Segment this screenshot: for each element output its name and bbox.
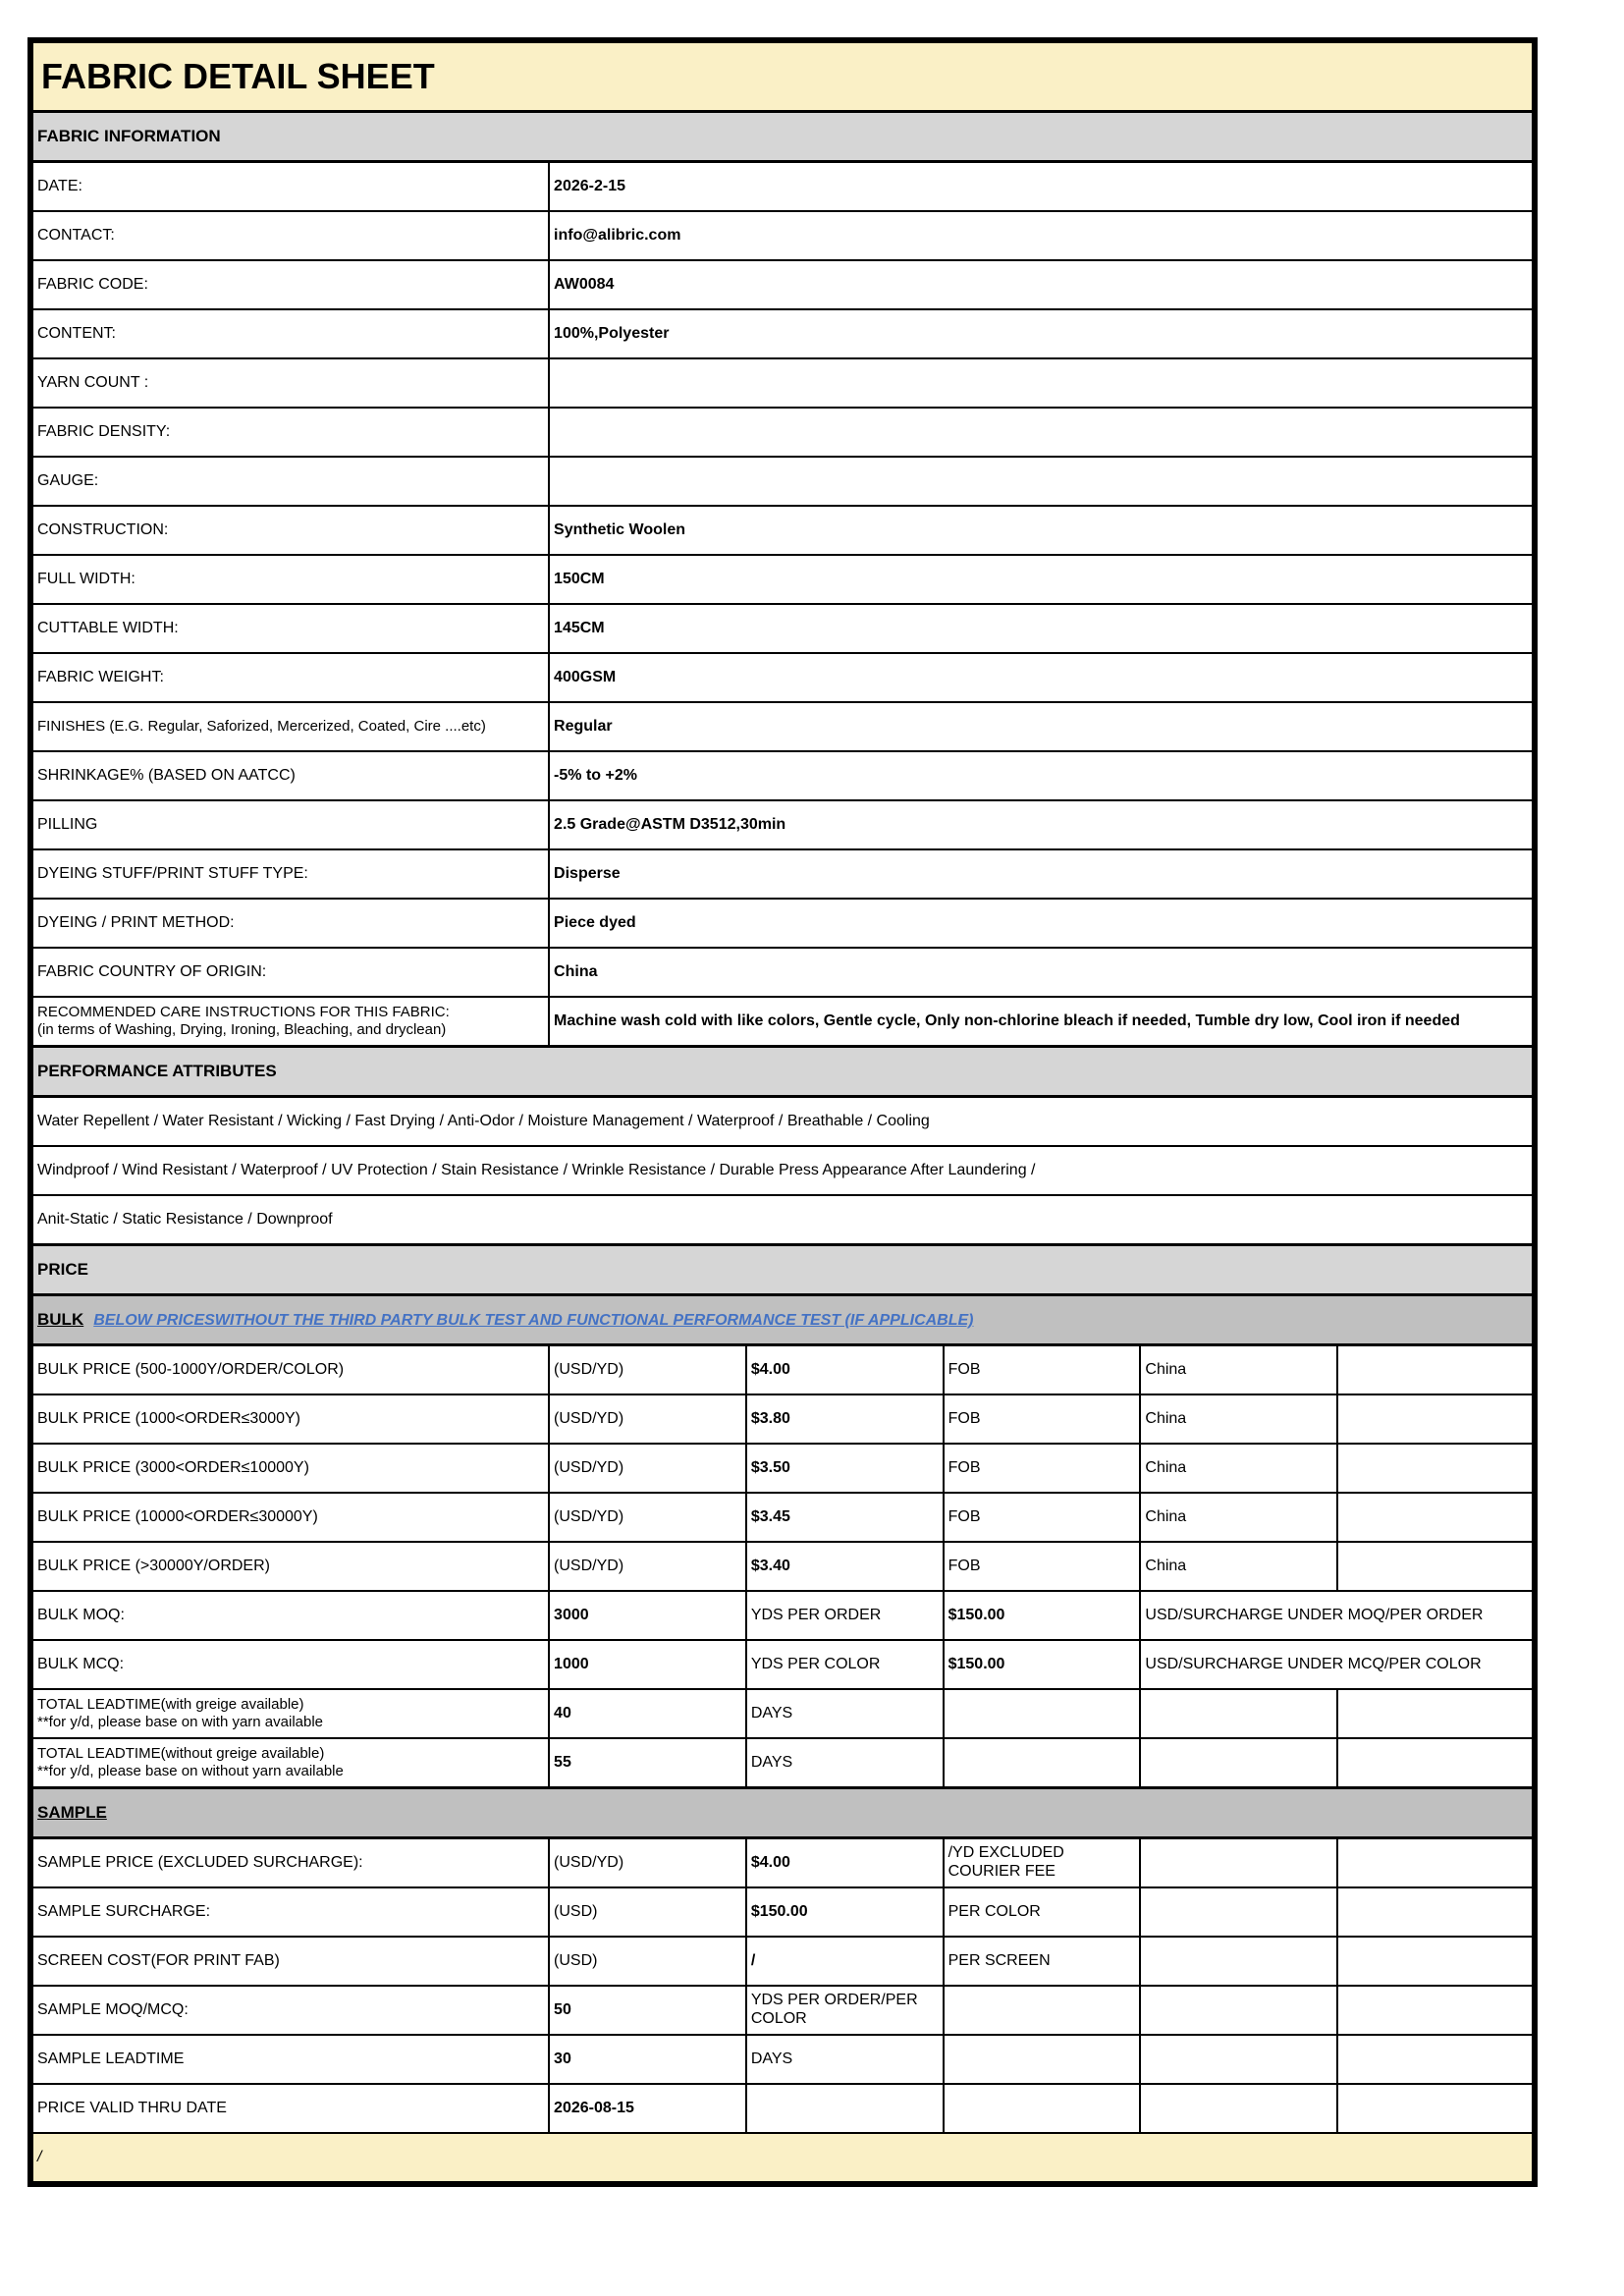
row-value: Regular [549, 702, 1533, 751]
empty-cell [1337, 1986, 1533, 2035]
price-cell: $4.00 [746, 1838, 944, 1888]
row-value: Machine wash cold with like colors, Gentle cycle, Only non-chlorine bleach if needed, Tumble dry low, Cool iron if needed [549, 997, 1533, 1047]
title-row [32, 42, 1533, 112]
term-cell: FOB [944, 1394, 1141, 1444]
unit-cell: YDS PER COLOR [746, 1640, 944, 1689]
origin-cell: China [1140, 1394, 1337, 1444]
qty-cell: 1000 [549, 1640, 746, 1689]
row-label: DYEING / PRINT METHOD: [32, 899, 549, 948]
table-row-dyeing-method [32, 899, 1533, 948]
performance-row-3 [32, 1195, 1533, 1245]
table-row-fabric-density [32, 408, 1533, 457]
row-label: PILLING [32, 800, 549, 849]
row-value: 145CM [549, 604, 1533, 653]
qty-cell: 55 [549, 1738, 746, 1788]
unit-cell: (USD/YD) [549, 1493, 746, 1542]
row-label: BULK PRICE (10000<ORDER≤30000Y) [32, 1493, 549, 1542]
bulk-price-row [32, 1394, 1533, 1444]
surcharge-cell: $150.00 [944, 1591, 1141, 1640]
table-row-dyeing-stuff [32, 849, 1533, 899]
empty-cell [1140, 1937, 1337, 1986]
table-row-full-width [32, 555, 1533, 604]
row-value: Synthetic Woolen [549, 506, 1533, 555]
unit-cell: (USD) [549, 1937, 746, 1986]
row-value: 400GSM [549, 653, 1533, 702]
performance-attributes-text: Water Repellent / Water Resistant / Wicking / Fast Drying / Anti-Odor / Moisture Management / Waterproof / Breathable / Cooling [32, 1097, 1533, 1147]
row-value [549, 457, 1533, 506]
fabric-detail-table [31, 41, 1534, 2183]
row-label [32, 1689, 549, 1738]
term-cell: FOB [944, 1444, 1141, 1493]
empty-cell [1337, 1937, 1533, 1986]
empty-cell [944, 1689, 1141, 1738]
row-value [549, 358, 1533, 408]
empty-cell [1337, 2084, 1533, 2133]
section-header-price [32, 1245, 1533, 1295]
origin-cell: China [1140, 1444, 1337, 1493]
empty-cell [1140, 1838, 1337, 1888]
empty-cell [944, 1738, 1141, 1788]
surcharge-cell: $150.00 [944, 1640, 1141, 1689]
note-cell: PER SCREEN [944, 1937, 1141, 1986]
row-value [549, 408, 1533, 457]
unit-cell: (USD/YD) [549, 1444, 746, 1493]
sample-leadtime-row [32, 2035, 1533, 2084]
footer-row [32, 2133, 1533, 2182]
table-row-construction [32, 506, 1533, 555]
empty-cell [746, 2084, 944, 2133]
bulk-label: BULK [37, 1309, 84, 1329]
sample-subsection-header [32, 1788, 1533, 1838]
unit-cell: YDS PER ORDER [746, 1591, 944, 1640]
table-row-gauge [32, 457, 1533, 506]
performance-attributes-text: Anit-Static / Static Resistance / Downproof [32, 1195, 1533, 1245]
screen-cost-row [32, 1937, 1533, 1986]
bulk-mcq-row [32, 1640, 1533, 1689]
price-valid-row [32, 2084, 1533, 2133]
row-value: info@alibric.com [549, 211, 1533, 260]
row-label: GAUGE: [32, 457, 549, 506]
row-value: Piece dyed [549, 899, 1533, 948]
empty-cell [1337, 1345, 1533, 1395]
unit-cell: DAYS [746, 2035, 944, 2084]
row-value: 150CM [549, 555, 1533, 604]
surcharge-note-cell: USD/SURCHARGE UNDER MCQ/PER COLOR [1140, 1640, 1533, 1689]
origin-cell: China [1140, 1493, 1337, 1542]
bulk-price-row [32, 1444, 1533, 1493]
note-cell [944, 1986, 1141, 2035]
term-cell: FOB [944, 1345, 1141, 1395]
row-label: DATE: [32, 162, 549, 212]
qty-cell: 40 [549, 1689, 746, 1738]
table-row-shrinkage [32, 751, 1533, 800]
row-value: 2.5 Grade@ASTM D3512,30min [549, 800, 1533, 849]
price-cell: $4.00 [746, 1345, 944, 1395]
unit-cell: (USD/YD) [549, 1345, 746, 1395]
row-label: PRICE VALID THRU DATE [32, 2084, 549, 2133]
bulk-price-note: BELOW PRICESWITHOUT THE THIRD PARTY BULK TEST AND FUNCTIONAL PERFORMANCE TEST (IF APPLICABLE) [93, 1311, 974, 1329]
empty-cell [944, 2084, 1141, 2133]
sample-price-row [32, 1838, 1533, 1888]
row-value: 100%,Polyester [549, 309, 1533, 358]
term-cell: FOB [944, 1493, 1141, 1542]
empty-cell [1140, 1738, 1337, 1788]
price-cell: / [746, 1937, 944, 1986]
performance-row-2 [32, 1146, 1533, 1195]
unit-cell: DAYS [746, 1738, 944, 1788]
row-label: SAMPLE MOQ/MCQ: [32, 1986, 549, 2035]
table-row-date [32, 162, 1533, 212]
leadtime-note: **for y/d, please base on with yarn available [37, 1714, 324, 1730]
note-cell: /YD EXCLUDED COURIER FEE [944, 1838, 1141, 1888]
empty-cell [1337, 1689, 1533, 1738]
section-header-label: PERFORMANCE ATTRIBUTES [32, 1047, 1533, 1097]
row-label: SAMPLE PRICE (EXCLUDED SURCHARGE): [32, 1838, 549, 1888]
note-cell [944, 2035, 1141, 2084]
unit-cell: DAYS [746, 1689, 944, 1738]
leadtime-row [32, 1689, 1533, 1738]
note-cell: PER COLOR [944, 1887, 1141, 1937]
qty-cell: 50 [549, 1986, 746, 2035]
section-header-label: PRICE [32, 1245, 1533, 1295]
sample-moq-row [32, 1986, 1533, 2035]
row-value: AW0084 [549, 260, 1533, 309]
price-cell: $3.45 [746, 1493, 944, 1542]
care-label-line1: RECOMMENDED CARE INSTRUCTIONS FOR THIS FABRIC: [37, 1004, 450, 1021]
unit-cell: (USD/YD) [549, 1394, 746, 1444]
unit-cell: (USD/YD) [549, 1838, 746, 1888]
price-cell: $3.80 [746, 1394, 944, 1444]
sample-label: SAMPLE [37, 1802, 107, 1822]
empty-cell [1337, 1394, 1533, 1444]
table-row-fabric-code [32, 260, 1533, 309]
unit-cell: (USD/YD) [549, 1542, 746, 1591]
row-label: BULK PRICE (>30000Y/ORDER) [32, 1542, 549, 1591]
empty-cell [1337, 1542, 1533, 1591]
row-value: 2026-2-15 [549, 162, 1533, 212]
table-row-cuttable-width [32, 604, 1533, 653]
page-title: FABRIC DETAIL SHEET [32, 42, 1533, 112]
row-label: FABRIC WEIGHT: [32, 653, 549, 702]
leadtime-label: TOTAL LEADTIME(without greige available) [37, 1745, 325, 1763]
row-label: SAMPLE LEADTIME [32, 2035, 549, 2084]
bulk-price-row [32, 1493, 1533, 1542]
leadtime-row [32, 1738, 1533, 1788]
empty-cell [1337, 2035, 1533, 2084]
sample-surcharge-row [32, 1887, 1533, 1937]
row-label [32, 1738, 549, 1788]
table-row-care-instructions [32, 997, 1533, 1047]
surcharge-note-cell: USD/SURCHARGE UNDER MOQ/PER ORDER [1140, 1591, 1533, 1640]
row-label: FINISHES (E.G. Regular, Saforized, Mercerized, Coated, Cire ....etc) [32, 702, 549, 751]
bulk-subsection-header [32, 1295, 1533, 1345]
performance-attributes-text: Windproof / Wind Resistant / Waterproof / UV Protection / Stain Resistance / Wrinkle Resistance / Durable Press Appearance After Laundering / [32, 1146, 1533, 1195]
empty-cell [1337, 1738, 1533, 1788]
row-label: SAMPLE SURCHARGE: [32, 1887, 549, 1937]
row-value: -5% to +2% [549, 751, 1533, 800]
table-row-country-of-origin [32, 948, 1533, 997]
qty-cell: 30 [549, 2035, 746, 2084]
table-row-contact [32, 211, 1533, 260]
empty-cell [1337, 1838, 1533, 1888]
unit-cell: YDS PER ORDER/PER COLOR [746, 1986, 944, 2035]
empty-cell [1140, 1986, 1337, 2035]
row-value: China [549, 948, 1533, 997]
performance-row-1 [32, 1097, 1533, 1147]
table-row-pilling [32, 800, 1533, 849]
bulk-header-cell [32, 1295, 1533, 1345]
row-label: FABRIC COUNTRY OF ORIGIN: [32, 948, 549, 997]
sample-header-cell [32, 1788, 1533, 1838]
care-label-line2: (in terms of Washing, Drying, Ironing, Bleaching, and dryclean) [37, 1021, 447, 1038]
empty-cell [1140, 1887, 1337, 1937]
row-label: BULK PRICE (3000<ORDER≤10000Y) [32, 1444, 549, 1493]
price-cell: $3.50 [746, 1444, 944, 1493]
price-cell: $150.00 [746, 1887, 944, 1937]
section-header-label: FABRIC INFORMATION [32, 112, 1533, 162]
row-label: SHRINKAGE% (BASED ON AATCC) [32, 751, 549, 800]
empty-cell [1140, 2084, 1337, 2133]
row-label: CONSTRUCTION: [32, 506, 549, 555]
row-label: CONTACT: [32, 211, 549, 260]
bulk-price-row [32, 1542, 1533, 1591]
term-cell: FOB [944, 1542, 1141, 1591]
row-label: SCREEN COST(FOR PRINT FAB) [32, 1937, 549, 1986]
table-row-content [32, 309, 1533, 358]
row-label: BULK MCQ: [32, 1640, 549, 1689]
row-label: BULK MOQ: [32, 1591, 549, 1640]
origin-cell: China [1140, 1345, 1337, 1395]
section-header-performance [32, 1047, 1533, 1097]
empty-cell [1337, 1493, 1533, 1542]
price-cell: $3.40 [746, 1542, 944, 1591]
leadtime-label: TOTAL LEADTIME(with greige available) [37, 1696, 304, 1714]
row-label: FABRIC DENSITY: [32, 408, 549, 457]
row-label: BULK PRICE (500-1000Y/ORDER/COLOR) [32, 1345, 549, 1395]
bulk-price-row [32, 1345, 1533, 1395]
empty-cell [1140, 1689, 1337, 1738]
unit-cell: (USD) [549, 1887, 746, 1937]
row-label: FABRIC CODE: [32, 260, 549, 309]
bulk-moq-row [32, 1591, 1533, 1640]
section-header-fabric-information [32, 112, 1533, 162]
empty-cell [1337, 1887, 1533, 1937]
date-cell: 2026-08-15 [549, 2084, 746, 2133]
table-row-fabric-weight [32, 653, 1533, 702]
row-value: Disperse [549, 849, 1533, 899]
empty-cell [1140, 2035, 1337, 2084]
row-label: CONTENT: [32, 309, 549, 358]
leadtime-note: **for y/d, please base on without yarn available [37, 1763, 344, 1779]
qty-cell: 3000 [549, 1591, 746, 1640]
table-row-yarn-count [32, 358, 1533, 408]
row-label: YARN COUNT : [32, 358, 549, 408]
row-label: DYEING STUFF/PRINT STUFF TYPE: [32, 849, 549, 899]
footer-note: / [32, 2133, 1533, 2182]
row-label: BULK PRICE (1000<ORDER≤3000Y) [32, 1394, 549, 1444]
empty-cell [1337, 1444, 1533, 1493]
origin-cell: China [1140, 1542, 1337, 1591]
row-label [32, 997, 549, 1047]
table-row-finishes [32, 702, 1533, 751]
row-label: CUTTABLE WIDTH: [32, 604, 549, 653]
fabric-detail-sheet [27, 37, 1538, 2187]
row-label: FULL WIDTH: [32, 555, 549, 604]
